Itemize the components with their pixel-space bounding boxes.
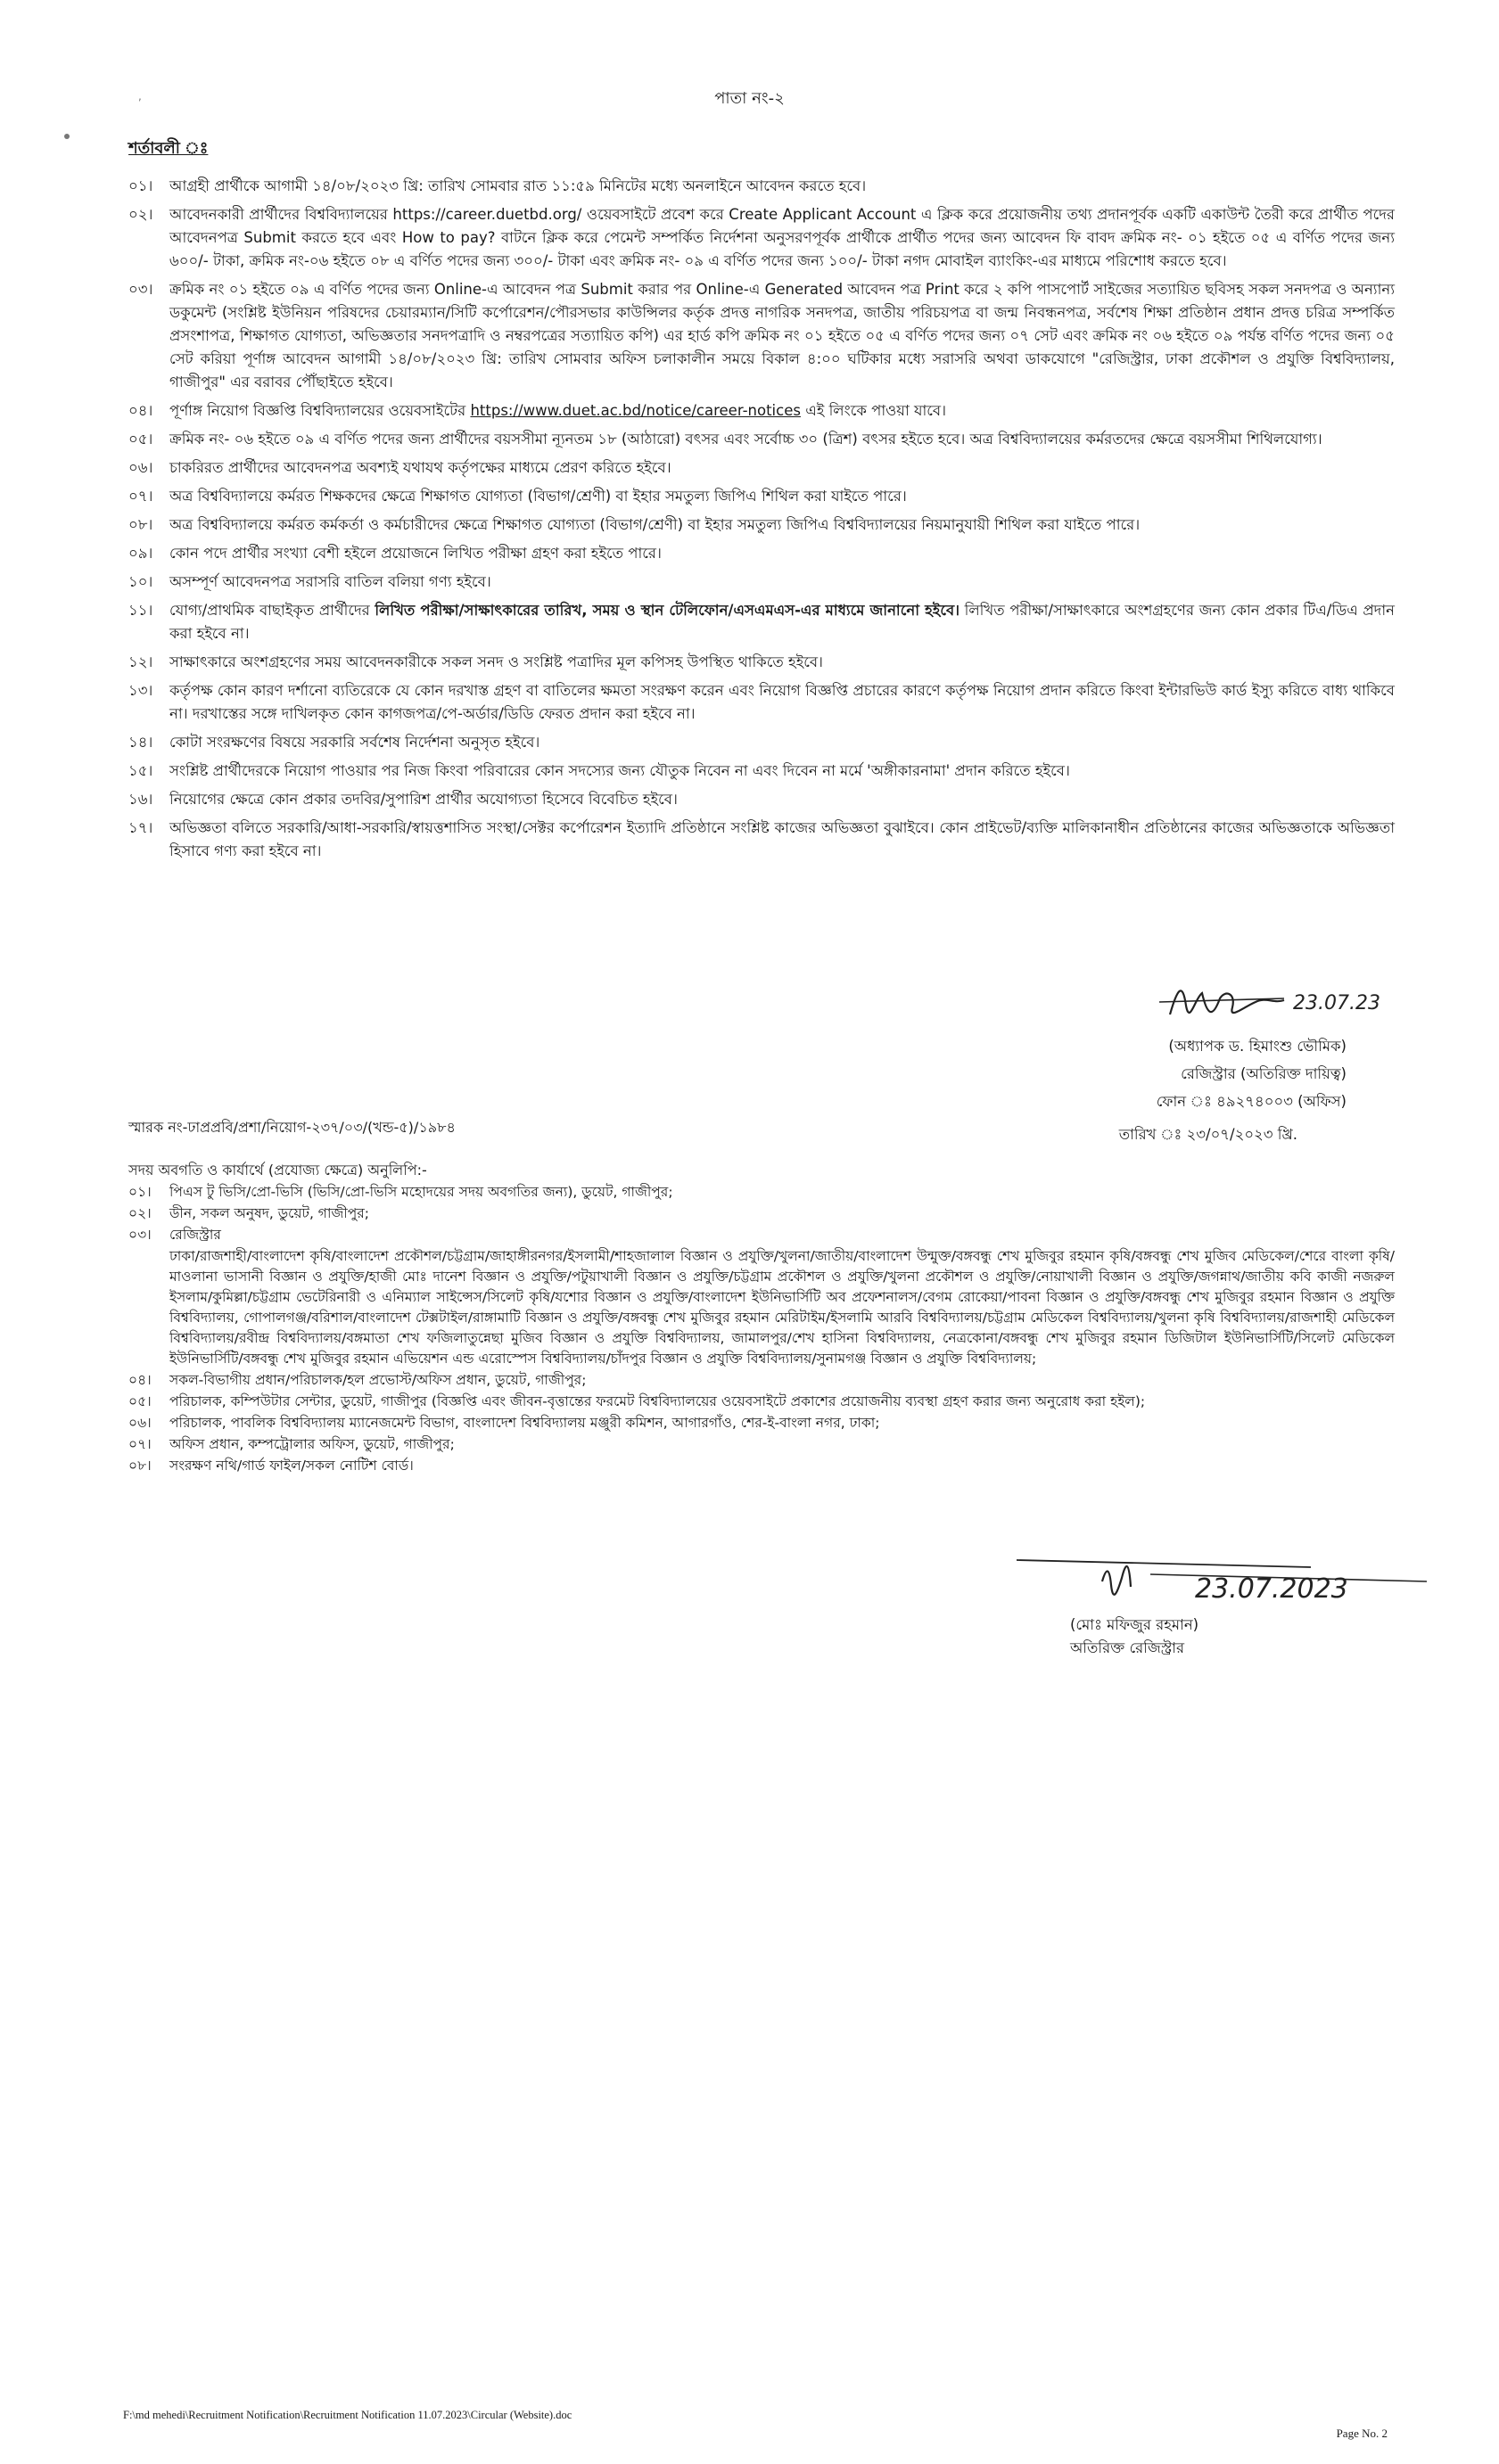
term-number: ০৩। xyxy=(128,281,153,298)
cc-number: ০১। xyxy=(128,1184,152,1200)
term-text: কোন পদে প্রার্থীর সংখ্যা বেশী হইলে প্রয়োজনে লিখিত পরীক্ষা গ্রহণ করা হইতে পারে। xyxy=(169,545,662,562)
term-number: ১৭। xyxy=(128,819,153,836)
term-number: ১২। xyxy=(128,653,153,670)
cc-number: ০৫। xyxy=(128,1393,152,1409)
term-number: ০৭। xyxy=(128,488,153,505)
term-number: ১৩। xyxy=(128,682,153,699)
cc-text: পরিচালক, কম্পিউটার সেন্টার, ডুয়েট, গাজীপুর (বিজ্ঞপ্তি এবং জীবন-বৃত্তান্তের ফরমেট বিশ্ববিদ্যালয়ের ওয়েবসাইটে প্রকাশের প্রয়োজনীয় ব্যবস্থা গ্রহণ করার জন্য অনুরোধ করা হইল); xyxy=(169,1393,1146,1409)
cc-item xyxy=(128,1434,1395,1455)
term-item xyxy=(128,651,1395,674)
term-item xyxy=(128,203,1395,273)
term-text: কর্তৃপক্ষ কোন কারণ দর্শানো ব্যতিরেকে যে কোন দরখাস্ত গ্রহণ বা বাতিলের ক্ষমতা সংরক্ষণ করেন এবং নিয়োগ বিজ্ঞপ্তি প্রচারের কারণে কর্তৃপক্ষ নিয়োগ প্রদান করিতে কিংবা ইন্টারভিউ কার্ড ইস্যু করিতে বাধ্য থাকিবে না। দরখাস্তের সঙ্গে দাখিলকৃত কোন কাগজপত্র/পে-অর্ডার/ডিডি ফেরত প্রদান করা হইবে না। xyxy=(169,682,1395,722)
terms-heading: শর্তাবলী ঃ xyxy=(128,139,209,158)
term-number: ০৬। xyxy=(128,459,153,476)
term-text: ক্রমিক নং- ০৬ হইতে ০৯ এ বর্ণিত পদের জন্য প্রার্থীদের বয়সসীমা ন্যূনতম ১৮ (আঠারো) বৎসর এবং সর্বোচ্চ ৩০ (ত্রিশ) বৎসর হইতে হবে। অত্র বিশ্ববিদ্যালয়ের কর্মরতদের ক্ষেত্রে বয়সসীমা শিথিলযোগ্য। xyxy=(169,431,1322,448)
cc-number: ০৩। xyxy=(128,1227,152,1243)
term-item xyxy=(128,760,1395,783)
cc-number: ০৪। xyxy=(128,1372,152,1388)
term-text: চাকরিরত প্রার্থীদের আবেদনপত্র অবশ্যই যথাযথ কর্তৃপক্ষের মাধ্যমে প্রেরণ করিতে হইবে। xyxy=(169,459,671,476)
term-number: ০৪। xyxy=(128,402,153,419)
term-text-after: এই লিংকে পাওয়া যাবে। xyxy=(800,402,946,419)
term-text: অসম্পূর্ণ আবেদনপত্র সরাসরি বাতিল বলিয়া গণ্য হইবে। xyxy=(169,573,491,590)
term-item xyxy=(128,175,1395,198)
additional-registrar-block xyxy=(1070,1614,1338,1660)
term-text: আবেদনকারী প্রার্থীদের বিশ্ববিদ্যালয়ের https://career.duetbd.org/ ওয়েবসাইটে প্রবেশ করে Create Applicant Account এ ক্লিক করে প্রয়োজনীয় তথ্য প্রদানপূর্বক একটি একাউন্ট তৈরী করে প্রার্থীত পদের আবেদনপত্র Submit করতে হবে এবং How to pay? বাটনে ক্লিক করে পেমেন্ট সম্পর্কিত নির্দেশনা অনুসরণপূর্বক প্রার্থীকে প্রার্থীত পদের জন্য আবেদন ফি বাবদ ক্রমিক নং- ০১ হইতে ০৫ এ বর্ণিত পদের জন্য ৬০০/- টাকা, ক্রমিক নং-০৬ হইতে ০৮ এ বর্ণিত পদের জন্য ৩০০/- টাকা এবং ক্রমিক নং- ০৯ এ বর্ণিত পদের জন্য ১০০/- টাকা নগদ মোবাইল ব্যাংকিং-এর মাধ্যমে পরিশোধ করতে হবে। xyxy=(169,206,1395,269)
term-text: সাক্ষাৎকারে অংশগ্রহণের সময় আবেদনকারীকে সকল সনদ ও সংশ্লিষ্ট পত্রাদির মূল কপিসহ উপস্থিত থাকিতে হইবে। xyxy=(169,653,823,670)
term-text: নিয়োগের ক্ষেত্রে কোন প্রকার তদবির/সুপারিশ প্রার্থীর অযোগ্যতা হিসেবে বিবেচিত হইবে। xyxy=(169,791,678,808)
additional-registrar-title: অতিরিক্ত রেজিস্ট্রার xyxy=(1070,1639,1185,1656)
term-number: ০৮। xyxy=(128,516,153,533)
cc-text: সংরক্ষণ নথি/গার্ড ফাইল/সকল নোটিশ বোর্ড। xyxy=(169,1458,414,1474)
scan-speck xyxy=(64,134,70,139)
term-number: ১১। xyxy=(128,602,153,619)
career-notices-link[interactable]: https://www.duet.ac.bd/notice/career-notices xyxy=(470,402,801,419)
term-item xyxy=(128,456,1395,480)
cc-item xyxy=(128,1246,1395,1369)
term-item xyxy=(128,599,1395,645)
cc-item xyxy=(128,1392,1395,1412)
term-item xyxy=(128,399,1395,423)
term-item xyxy=(128,788,1395,811)
cc-item xyxy=(128,1413,1395,1433)
cc-item xyxy=(128,1182,1395,1203)
signature-date-text: 23.07.2023 xyxy=(1195,1573,1348,1605)
cc-number xyxy=(128,1246,169,1369)
term-item xyxy=(128,542,1395,565)
term-text xyxy=(169,399,1395,423)
scan-mark: , xyxy=(138,90,142,103)
term-text: অত্র বিশ্ববিদ্যালয়ে কর্মরত শিক্ষকদের ক্ষেত্রে শিক্ষাগত যোগ্যতা (বিভাগ/শ্রেণী) বা ইহার সমতুল্য জিপিএ শিথিল করা যাইতে পারে। xyxy=(169,488,907,505)
cc-item xyxy=(128,1370,1395,1391)
cc-item xyxy=(128,1456,1395,1476)
term-number: ১৫। xyxy=(128,762,153,779)
term-number: ১০। xyxy=(128,573,153,590)
term-item xyxy=(128,513,1395,537)
additional-registrar-name: (মোঃ মফিজুর রহমান) xyxy=(1070,1616,1199,1633)
cc-text: ঢাকা/রাজশাহী/বাংলাদেশ কৃষি/বাংলাদেশ প্রকৌশল/চট্টগ্রাম/জাহাঙ্গীরনগর/ইসলামী/শাহজালাল বিজ্ঞান ও প্রযুক্তি/খুলনা/জাতীয়/বাংলাদেশ উন্মুক্ত/বঙ্গবন্ধু শেখ মুজিবুর রহমান কৃষি/বঙ্গবন্ধু শেখ মুজিব মেডিকেল/শেরে বাংলা কৃষি/মাওলানা ভাসানী বিজ্ঞান ও প্রযুক্তি/হাজী মোঃ দানেশ বিজ্ঞান ও প্রযুক্তি/পটুয়াখালী বিজ্ঞান ও প্রযুক্তি/চট্টগ্রাম প্রকৌশল ও প্রযুক্তি/খুলনা প্রকৌশল ও প্রযুক্তি/নোয়াখালী বিজ্ঞান ও প্রযুক্তি/জগন্নাথ/জাতীয় কবি কাজী নজরুল ইসলাম/কুমিল্লা/চট্টগ্রাম ভেটেরিনারী ও এনিম্যাল সাইন্সেস/সিলেট কৃষি/যশোর বিজ্ঞান ও প্রযুক্তি/বাংলাদেশ ইউনিভার্সিটি অব প্রফেশনালস/বেগম রোকেয়া/পাবনা বিজ্ঞান ও প্রযুক্তি/বঙ্গবন্ধু শেখ মুজিবুর রহমান বিজ্ঞান ও প্রযুক্তি বিশ্ববিদ্যালয়, গোপালগঞ্জ/বরিশাল/বাংলাদেশ টেক্সটাইল/রাঙ্গামাটি বিজ্ঞান ও প্রযুক্তি/বঙ্গবন্ধু শেখ মুজিবুর রহমান মেরিটাইম/ইসলামি আরবি বিশ্ববিদ্যালয়/চট্টগ্রাম মেডিকেল বিশ্ববিদ্যালয়/খুলনা কৃষি বিশ্ববিদ্যালয়/রাজশাহী মেডিকেল বিশ্ববিদ্যালয়/রবীন্দ্র বিশ্ববিদ্যালয়/বঙ্গমাতা শেখ ফজিলাতুন্নেছা মুজিব বিজ্ঞান ও প্রযুক্তি বিশ্ববিদ্যালয়, জামালপুর/শেখ হাসিনা বিশ্ববিদ্যালয়, নেত্রকোনা/বঙ্গবন্ধু শেখ মুজিবুর রহমান ডিজিটাল ইউনিভার্সিটি/সিলেট মেডিকেল ইউনিভার্সিটি/বঙ্গবন্ধু শেখ মুজিবুর রহমান এভিয়েশন এন্ড এরোস্পেস বিশ্ববিদ্যালয়/চাঁদপুর বিজ্ঞান ও প্রযুক্তি বিশ্ববিদ্যালয়/সুনামগঞ্জ বিজ্ঞান ও প্রযুক্তি বিশ্ববিদ্যালয়; xyxy=(169,1248,1395,1367)
term-number: ০২। xyxy=(128,206,153,223)
cc-item xyxy=(128,1225,1395,1245)
page-number: পাতা নং-২ xyxy=(714,89,785,108)
term-item xyxy=(128,428,1395,451)
term-text: অভিজ্ঞতা বলিতে সরকারি/আধা-সরকারি/স্বায়ত্তশাসিত সংস্থা/সেক্টর কর্পোরেশন ইত্যাদি প্রতিষ্ঠানে সংশ্লিষ্ট কাজের অভিজ্ঞতা বুঝাইবে। কোন প্রাইভেট/ব্যক্তি মালিকানাধীন প্রতিষ্ঠানের কাজের অভিজ্ঞতাকে অভিজ্ঞতা হিসাবে গণ্য করা হইবে না। xyxy=(169,819,1395,859)
registrar-title: রেজিস্ট্রার (অতিরিক্ত দায়িত্ব) xyxy=(1181,1065,1347,1082)
registrar-phone: ফোন ঃ ৪৯২৭৪০০৩ (অফিস) xyxy=(1156,1093,1347,1110)
cc-number: ০৭। xyxy=(128,1436,152,1452)
term-item xyxy=(128,485,1395,508)
registrar-name: (অধ্যাপক ড. হিমাংশু ভৌমিক) xyxy=(1168,1038,1347,1055)
term-text-after: লিখিত পরীক্ষা/সাক্ষাৎকারে অংশগ্রহণের জন্য কোন প্রকার টিএ/ডিএ প্রদান করা হইবে না। xyxy=(169,602,1395,642)
cc-number: ০৬। xyxy=(128,1415,152,1431)
term-item xyxy=(128,679,1395,726)
memo-number: স্মারক নং-ঢাপ্রপ্রবি/প্রশা/নিয়োগ-২৩৭/০৩/(খন্ড-৫)/১৯৮৪ xyxy=(128,1119,456,1136)
term-item xyxy=(128,571,1395,594)
cc-list xyxy=(128,1182,1395,1478)
cc-number: ০২। xyxy=(128,1205,152,1221)
cc-text: ডীন, সকল অনুষদ, ডুয়েট, গাজীপুর; xyxy=(169,1205,370,1221)
term-item xyxy=(128,278,1395,394)
term-text: আগ্রহী প্রার্থীকে আগামী ১৪/০৮/২০২৩ খ্রি: তারিখ সোমবার রাত ১১:৫৯ মিনিটের মধ্যে অনলাইনে আবেদন করতে হবে। xyxy=(169,177,867,194)
term-number: ০৯। xyxy=(128,545,153,562)
term-text: অত্র বিশ্ববিদ্যালয়ে কর্মরত কর্মকর্তা ও কর্মচারীদের ক্ষেত্রে শিক্ষাগত যোগ্যতা (বিভাগ/শ্রেণী) বা ইহার সমতুল্য জিপিএ বিশ্ববিদ্যালয়ের নিয়মানুযায়ী শিথিল করা যাইতে পারে। xyxy=(169,516,1141,533)
term-number: ০৫। xyxy=(128,431,153,448)
footer-file-path: F:\md mehedi\Recruitment Notification\Recruitment Notification 11.07.2023\Circular (Website).doc xyxy=(123,2409,572,2421)
memo-date: তারিখ ঃ ২৩/০৭/২০২৩ খ্রি. xyxy=(1118,1126,1297,1143)
term-text: কোটা সংরক্ষণের বিষয়ে সরকারি সর্বশেষ নির্দেশনা অনুসৃত হইবে। xyxy=(169,734,540,751)
term-number: ০১। xyxy=(128,177,153,194)
signature-date-text: 23.07.23 xyxy=(1293,992,1380,1014)
terms-list xyxy=(128,175,1395,868)
term-text: ক্রমিক নং ০১ হইতে ০৯ এ বর্ণিত পদের জন্য Online-এ আবেদন পত্র Submit করার পর Online-এ Generated আবেদন পত্র Print করে ২ কপি পাসপোর্ট সাইজের সত্যায়িত ছবিসহ সকল সনদপত্র ও অন্যান্য ডকুমেন্ট (সংশ্লিষ্ট ইউনিয়ন পরিষদের চেয়ারম্যান/সিটি কর্পোরেশন/পৌরসভার কাউন্সিলর কর্তৃক প্রদত্ত নাগরিক সনদপত্র, জাতীয় পরিচয়পত্র বা জন্ম নিবন্ধনপত্র, সর্বশেষ শিক্ষা প্রতিষ্ঠান প্রধান প্রদত্ত চরিত্র সম্পর্কিত প্রসংশাপত্র, শিক্ষাগত যোগ্যতা, অভিজ্ঞতার সনদপত্রাদি ও নম্বরপত্রের সত্যায়িত কপি) এর হার্ড কপি ক্রমিক নং ০১ হইতে ০৫ এ বর্ণিত পদের জন্য ০৭ সেট এবং ক্রমিক নং ০৬ হইতে ০৯ পর্যন্ত বর্ণিত পদের জন্য ০৫ সেট করিয়া পূর্ণাঙ্গ আবেদন আগামী ১৪/০৮/২০২৩ খ্রি: তারিখ সোমবার অফিস চলাকালীন সময়ে বিকাল ৪:০০ ঘটিকার মধ্যে সরাসরি অথবা ডাকযোগে "রেজিস্ট্রার, ঢাকা প্রকৌশল ও প্রযুক্তি বিশ্ববিদ্যালয়, গাজীপুর" এর বরাবর পৌঁছাইতে হইবে। xyxy=(169,281,1395,390)
cc-title: সদয় অবগতি ও কার্যার্থে (প্রযোজ্য ক্ষেত্রে) অনুলিপি:- xyxy=(128,1162,427,1179)
term-item xyxy=(128,817,1395,863)
term-text-before: পূর্ণাঙ্গ নিয়োগ বিজ্ঞপ্তি বিশ্ববিদ্যালয়ের ওয়েবসাইটের xyxy=(169,402,471,419)
term-text: সংশ্লিষ্ট প্রার্থীদেরকে নিয়োগ পাওয়ার পর নিজ কিংবা পরিবারের কোন সদস্যের জন্য যৌতুক নিবেন না এবং দিবেন না মর্মে 'অঙ্গীকারনামা' প্রদান করিতে হইবে। xyxy=(169,762,1070,779)
cc-text: সকল-বিভাগীয় প্রধান/পরিচালক/হল প্রভোস্ট/অফিস প্রধান, ডুয়েট, গাজীপুর; xyxy=(169,1372,587,1388)
term-text-bold: লিখিত পরীক্ষা/সাক্ষাৎকারের তারিখ, সময় ও স্থান টেলিফোন/এসএমএস-এর মাধ্যমে জানানো হইবে। xyxy=(375,602,960,619)
cc-text: পরিচালক, পাবলিক বিশ্ববিদ্যালয় ম্যানেজমেন্ট বিভাগ, বাংলাদেশ বিশ্ববিদ্যালয় মঞ্জুরী কমিশন, আগারগাঁও, শের-ই-বাংলা নগর, ঢাকা; xyxy=(169,1415,880,1431)
cc-text: রেজিস্ট্রার xyxy=(169,1227,221,1243)
cc-text: অফিস প্রধান, কম্পট্রোলার অফিস, ডুয়েট, গাজীপুর; xyxy=(169,1436,455,1452)
term-number: ১৬। xyxy=(128,791,153,808)
cc-text: পিএস টু ভিসি/প্রো-ভিসি (ভিসি/প্রো-ভিসি মহোদয়ের সদয় অবগতির জন্য), ডুয়েট, গাজীপুর; xyxy=(169,1184,673,1200)
term-number: ১৪। xyxy=(128,734,153,751)
registrar-block xyxy=(1052,1032,1347,1115)
term-text xyxy=(169,599,1395,645)
cc-item xyxy=(128,1203,1395,1224)
term-text-before: যোগ্য/প্রাথমিক বাছাইকৃত প্রার্থীদের xyxy=(169,602,375,619)
cc-number: ০৮। xyxy=(128,1458,152,1474)
term-item xyxy=(128,731,1395,754)
footer-page-number: Page No. 2 xyxy=(1336,2427,1388,2440)
